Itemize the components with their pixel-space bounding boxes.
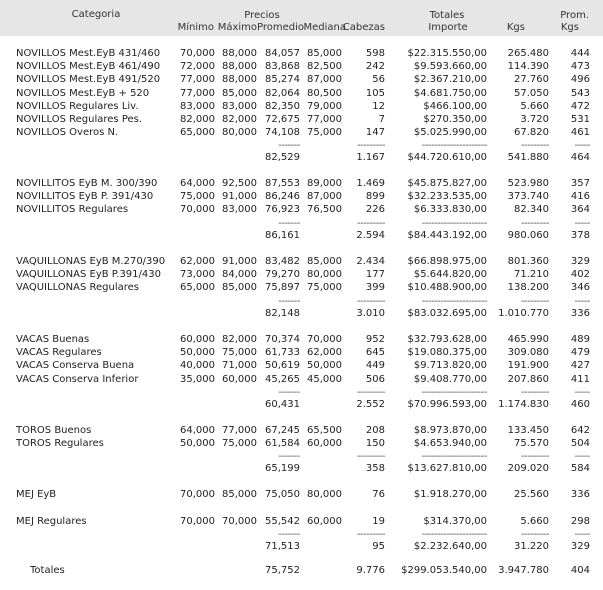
cell-pk: 346 <box>570 282 590 294</box>
cell-kgs: 138.200 <box>507 282 549 294</box>
cell-max: 83,000 <box>222 100 257 112</box>
cell-prom: 76,923 <box>265 204 300 216</box>
subtotal-pk: 336 <box>570 307 590 319</box>
cell-min: 50,000 <box>180 438 215 450</box>
cell-max: 84,000 <box>222 269 257 281</box>
cell-max: 82,000 <box>222 334 257 345</box>
cell-imp: $6.333.830,00 <box>413 204 487 216</box>
separator-dashes: --------- <box>521 529 549 541</box>
cell-med: 80,500 <box>307 87 342 99</box>
category-label: NOVILLOS Mest.EyB 431/460 <box>16 48 161 59</box>
cell-cab: 7 <box>378 114 385 125</box>
subtotal-kgs: 541.880 <box>507 152 549 164</box>
cell-imp: $66.898.975,00 <box>407 256 487 267</box>
separator-dashes: --------- <box>521 217 549 229</box>
cell-pk: 489 <box>570 334 590 345</box>
cell-min: 60,000 <box>180 334 215 345</box>
category-label: NOVILLITOS EyB M. 300/390 <box>16 178 158 189</box>
cell-max: 91,000 <box>222 256 257 267</box>
subtotal-pk: 584 <box>570 463 590 475</box>
cell-imp: $1.918.270,00 <box>413 489 487 500</box>
cell-imp: $9.713.820,00 <box>413 360 487 372</box>
cell-max: 75,000 <box>222 438 257 450</box>
category-label: MEJ EyB <box>16 489 57 500</box>
cell-max: 83,000 <box>222 204 257 216</box>
cell-imp: $32.233.535,00 <box>407 191 487 203</box>
cell-imp: $19.080.375,00 <box>407 347 487 359</box>
cell-kgs: 265.480 <box>507 48 549 59</box>
cell-min: 70,000 <box>180 489 215 500</box>
cell-imp: $45.875.827,00 <box>407 178 487 189</box>
cell-cab: 177 <box>365 269 385 281</box>
cell-imp: $466.100,00 <box>423 100 487 112</box>
cell-med: 76,500 <box>307 204 342 216</box>
cell-cab: 19 <box>372 516 385 527</box>
separator-dashes: ----- <box>574 451 590 463</box>
separator-dashes: ------- <box>278 140 300 152</box>
cell-kgs: 75.570 <box>514 438 549 450</box>
cell-min: 83,000 <box>180 100 215 112</box>
cell-med: 80,000 <box>307 489 342 500</box>
category-label: TOROS Buenos <box>16 425 92 436</box>
subtotal-prom: 82,529 <box>265 152 300 164</box>
separator-dashes: --------------------- <box>421 386 487 398</box>
subtotal-imp: $44.720.610,00 <box>407 152 487 164</box>
cell-prom: 70,374 <box>265 334 300 345</box>
cell-kgs: 67.820 <box>514 127 549 139</box>
header-minimo: Mínimo <box>177 22 214 33</box>
cell-min: 75,000 <box>180 191 215 203</box>
cell-imp: $4.681.750,00 <box>413 87 487 99</box>
separator-dashes: --------------------- <box>421 295 487 307</box>
separator-dashes: --------- <box>357 529 385 541</box>
header-prom: Prom. <box>560 10 589 21</box>
cell-min: 72,000 <box>180 61 215 73</box>
cell-imp: $9.408.770,00 <box>413 373 487 385</box>
subtotal-kgs: 31.220 <box>514 541 549 553</box>
header-prom-kgs: Kgs <box>560 22 579 33</box>
cell-min: 40,000 <box>180 360 215 372</box>
cell-cab: 899 <box>365 191 385 203</box>
cell-min: 62,000 <box>180 256 215 267</box>
cell-imp: $5.025.990,00 <box>413 127 487 139</box>
header-cabezas: Cabezas <box>342 22 385 33</box>
cell-imp: $32.793.628,00 <box>407 334 487 345</box>
cell-pk: 336 <box>570 489 590 500</box>
separator-dashes: --------- <box>357 217 385 229</box>
cell-min: 35,000 <box>180 373 215 385</box>
cell-max: 92,500 <box>222 178 257 189</box>
cell-min: 73,000 <box>180 269 215 281</box>
cell-prom: 74,108 <box>265 127 300 139</box>
category-label: NOVILLOS Regulares Liv. <box>16 100 139 112</box>
subtotal-kgs: 209.020 <box>507 463 549 475</box>
cell-kgs: 27.760 <box>514 74 549 86</box>
cell-max: 71,000 <box>222 360 257 372</box>
cell-med: 77,000 <box>307 114 342 125</box>
cell-imp: $9.593.660,00 <box>413 61 487 73</box>
subtotal-pk: 378 <box>570 229 590 241</box>
cell-prom: 86,246 <box>265 191 300 203</box>
cell-prom: 82,064 <box>265 87 300 99</box>
cell-prom: 85,274 <box>265 74 300 86</box>
cell-prom: 72,675 <box>265 114 300 125</box>
cell-min: 70,000 <box>180 204 215 216</box>
separator-dashes: ----- <box>574 295 590 307</box>
cell-prom: 50,619 <box>265 360 300 372</box>
cell-med: 79,000 <box>307 100 342 112</box>
cell-imp: $8.973.870,00 <box>413 425 487 436</box>
separator-dashes: --------- <box>521 386 549 398</box>
cell-med: 75,000 <box>307 127 342 139</box>
subtotal-imp: $83.032.695,00 <box>407 307 487 319</box>
cell-max: 88,000 <box>222 61 257 73</box>
separator-dashes: ------- <box>278 217 300 229</box>
separator-dashes: ------- <box>278 451 300 463</box>
cell-cab: 208 <box>365 425 385 436</box>
cell-cab: 105 <box>365 87 385 99</box>
cell-prom: 75,897 <box>265 282 300 294</box>
cell-cab: 12 <box>372 100 385 112</box>
cell-cab: 645 <box>365 347 385 359</box>
cell-pk: 543 <box>570 87 590 99</box>
cell-prom: 55,542 <box>265 516 300 527</box>
cell-med: 60,000 <box>307 516 342 527</box>
separator-dashes: --------- <box>521 451 549 463</box>
cell-pk: 357 <box>570 178 590 189</box>
subtotal-prom: 86,161 <box>265 229 300 241</box>
cell-pk: 504 <box>570 438 590 450</box>
cell-imp: $4.653.940,00 <box>413 438 487 450</box>
subtotal-imp: $84.443.192,00 <box>407 229 487 241</box>
cell-max: 88,000 <box>222 48 257 59</box>
cell-prom: 82,350 <box>265 100 300 112</box>
header-totales: Totales <box>429 10 465 21</box>
cell-min: 82,000 <box>180 114 215 125</box>
subtotal-kgs: 1.010.770 <box>498 307 549 319</box>
separator-dashes: ------- <box>278 386 300 398</box>
separator-dashes: --------------------- <box>421 529 487 541</box>
header-mediana: Mediana <box>303 22 346 33</box>
cell-pk: 364 <box>570 204 590 216</box>
cell-cab: 399 <box>365 282 385 294</box>
subtotal-prom: 82,148 <box>265 307 300 319</box>
cell-pk: 427 <box>570 360 590 372</box>
cell-pk: 531 <box>570 114 590 125</box>
cell-min: 77,000 <box>180 87 215 99</box>
cell-pk: 461 <box>570 127 590 139</box>
cell-prom: 87,553 <box>265 178 300 189</box>
cell-kgs: 57.050 <box>514 87 549 99</box>
cell-pk: 642 <box>570 425 590 436</box>
cell-min: 65,000 <box>180 127 215 139</box>
subtotal-cab: 1.167 <box>356 152 385 164</box>
cell-imp: $2.367.210,00 <box>413 74 487 86</box>
cell-max: 85,000 <box>222 87 257 99</box>
separator-dashes: --------- <box>357 451 385 463</box>
subtotal-kgs: 1.174.830 <box>498 398 549 410</box>
cell-prom: 61,584 <box>265 438 300 450</box>
cell-min: 77,000 <box>180 74 215 86</box>
cell-cab: 1.469 <box>356 178 385 189</box>
cell-cab: 150 <box>365 438 385 450</box>
cell-cab: 506 <box>365 373 385 385</box>
header-precios: Precios <box>244 10 280 21</box>
cell-cab: 147 <box>365 127 385 139</box>
cell-pk: 402 <box>570 269 590 281</box>
separator-dashes: --------- <box>357 295 385 307</box>
category-label: VACAS Conserva Inferior <box>16 373 139 385</box>
header-importe: Importe <box>428 22 468 33</box>
cell-med: 60,000 <box>307 438 342 450</box>
cell-min: 70,000 <box>180 516 215 527</box>
cell-pk: 496 <box>570 74 590 86</box>
cell-med: 85,000 <box>307 256 342 267</box>
cell-imp: $10.488.900,00 <box>407 282 487 294</box>
cell-med: 50,000 <box>307 360 342 372</box>
cell-cab: 449 <box>365 360 385 372</box>
cell-pk: 479 <box>570 347 590 359</box>
category-label: VAQUILLONAS EyB M.270/390 <box>16 256 166 267</box>
cell-min: 64,000 <box>180 425 215 436</box>
cell-imp: $314.370,00 <box>423 516 487 527</box>
subtotal-cab: 358 <box>365 463 385 475</box>
subtotal-imp: $2.232.640,00 <box>413 541 487 553</box>
subtotal-prom: 71,513 <box>265 541 300 553</box>
total-imp: $299.053.540,00 <box>401 565 487 576</box>
cell-cab: 56 <box>372 74 385 86</box>
subtotal-pk: 329 <box>570 541 590 553</box>
subtotal-pk: 460 <box>570 398 590 410</box>
category-label: NOVILLOS Regulares Pes. <box>16 114 143 125</box>
cell-kgs: 465.990 <box>507 334 549 345</box>
cell-kgs: 82.340 <box>514 204 549 216</box>
subtotal-cab: 2.594 <box>356 229 385 241</box>
cell-max: 60,000 <box>222 373 257 385</box>
cell-prom: 67,245 <box>265 425 300 436</box>
category-label: MEJ Regulares <box>16 516 87 527</box>
cell-min: 64,000 <box>180 178 215 189</box>
cell-kgs: 133.450 <box>507 425 549 436</box>
cell-kgs: 3.720 <box>520 114 549 125</box>
cell-cab: 76 <box>372 489 385 500</box>
header-categoria: Categoria <box>71 9 121 20</box>
category-label: NOVILLOS Mest.EyB 491/520 <box>16 74 161 86</box>
separator-dashes: --------- <box>521 140 549 152</box>
cell-max: 82,000 <box>222 114 257 125</box>
separator-dashes: ----- <box>574 217 590 229</box>
separator-dashes: ------- <box>278 295 300 307</box>
cell-prom: 83,868 <box>265 61 300 73</box>
separator-dashes: ----- <box>574 529 590 541</box>
separator-dashes: --------------------- <box>421 217 487 229</box>
cell-med: 87,000 <box>307 191 342 203</box>
cell-cab: 952 <box>365 334 385 345</box>
cell-pk: 473 <box>570 61 590 73</box>
cell-imp: $5.644.820,00 <box>413 269 487 281</box>
cell-med: 45,000 <box>307 373 342 385</box>
cell-imp: $270.350,00 <box>423 114 487 125</box>
cell-max: 85,000 <box>222 282 257 294</box>
cell-med: 75,000 <box>307 282 342 294</box>
cell-med: 65,500 <box>307 425 342 436</box>
cell-kgs: 523.980 <box>507 178 549 189</box>
category-label: NOVILLITOS Regulares <box>16 204 129 216</box>
cell-max: 75,000 <box>222 347 257 359</box>
cell-pk: 298 <box>570 516 590 527</box>
cell-kgs: 71.210 <box>514 269 549 281</box>
cell-kgs: 5.660 <box>520 100 549 112</box>
subtotal-prom: 65,199 <box>265 463 300 475</box>
cell-prom: 84,057 <box>265 48 300 59</box>
cell-max: 88,000 <box>222 74 257 86</box>
separator-dashes: ----- <box>574 386 590 398</box>
cell-med: 87,000 <box>307 74 342 86</box>
cell-kgs: 801.360 <box>507 256 549 267</box>
cell-max: 91,000 <box>222 191 257 203</box>
header-maximo: Máximo <box>217 22 257 33</box>
subtotal-cab: 3.010 <box>356 307 385 319</box>
totales-label: Totales <box>30 565 65 576</box>
separator-dashes: --------- <box>357 386 385 398</box>
header-promedio: Promedio <box>256 22 304 33</box>
subtotal-cab: 95 <box>372 541 385 553</box>
cell-min: 65,000 <box>180 282 215 294</box>
cell-pk: 472 <box>570 100 590 112</box>
category-label: VACAS Regulares <box>16 347 102 359</box>
cell-med: 70,000 <box>307 334 342 345</box>
cell-prom: 75,050 <box>265 489 300 500</box>
subtotal-cab: 2.552 <box>356 398 385 410</box>
subtotal-imp: $13.627.810,00 <box>407 463 487 475</box>
cell-pk: 444 <box>570 48 590 59</box>
category-label: NOVILLOS Overos N. <box>16 127 119 139</box>
cell-kgs: 373.740 <box>507 191 549 203</box>
subtotal-kgs: 980.060 <box>507 229 549 241</box>
cell-pk: 416 <box>570 191 590 203</box>
header-kgs: Kgs <box>506 22 525 33</box>
cell-max: 70,000 <box>222 516 257 527</box>
cell-med: 80,000 <box>307 269 342 281</box>
separator-dashes: ------- <box>278 529 300 541</box>
subtotal-prom: 60,431 <box>265 398 300 410</box>
cell-kgs: 5.660 <box>520 516 549 527</box>
cell-kgs: 25.560 <box>514 489 549 500</box>
total-pk: 404 <box>570 565 590 576</box>
category-label: NOVILLOS Mest.EyB + 520 <box>16 87 150 99</box>
subtotal-pk: 464 <box>570 152 590 164</box>
cell-min: 70,000 <box>180 48 215 59</box>
cell-med: 85,000 <box>307 48 342 59</box>
category-label: VAQUILLONAS Regulares <box>16 282 140 294</box>
cell-pk: 411 <box>570 373 590 385</box>
category-label: VAQUILLONAS EyB P.391/430 <box>16 269 161 281</box>
cell-kgs: 207.860 <box>507 373 549 385</box>
cell-prom: 45,265 <box>265 373 300 385</box>
cell-pk: 329 <box>570 256 590 267</box>
category-label: TOROS Regulares <box>16 438 104 450</box>
cell-med: 82,500 <box>307 61 342 73</box>
separator-dashes: --------------------- <box>421 451 487 463</box>
cell-prom: 83,482 <box>265 256 300 267</box>
separator-dashes: --------- <box>521 295 549 307</box>
cell-med: 62,000 <box>307 347 342 359</box>
separator-dashes: --------- <box>357 140 385 152</box>
cell-max: 80,000 <box>222 127 257 139</box>
category-label: NOVILLOS Mest.EyB 461/490 <box>16 61 161 73</box>
cell-med: 89,000 <box>307 178 342 189</box>
total-cab: 9.776 <box>356 565 385 576</box>
cell-imp: $22.315.550,00 <box>407 48 487 59</box>
cell-kgs: 191.900 <box>507 360 549 372</box>
cell-max: 77,000 <box>222 425 257 436</box>
category-label: NOVILLITOS EyB P. 391/430 <box>16 191 154 203</box>
separator-dashes: --------------------- <box>421 140 487 152</box>
total-kgs: 3.947.780 <box>498 565 549 576</box>
cell-cab: 242 <box>365 61 385 73</box>
cell-min: 50,000 <box>180 347 215 359</box>
cell-cab: 598 <box>365 48 385 59</box>
cell-kgs: 309.080 <box>507 347 549 359</box>
subtotal-imp: $70.996.593,00 <box>407 398 487 410</box>
cell-kgs: 114.390 <box>507 61 549 73</box>
category-label: VACAS Conserva Buena <box>16 360 135 372</box>
category-label: VACAS Buenas <box>16 334 90 345</box>
cell-prom: 79,270 <box>265 269 300 281</box>
separator-dashes: ----- <box>574 140 590 152</box>
cell-max: 85,000 <box>222 489 257 500</box>
cell-cab: 226 <box>365 204 385 216</box>
cell-prom: 61,733 <box>265 347 300 359</box>
total-prom: 75,752 <box>265 565 300 576</box>
cell-cab: 2.434 <box>356 256 385 267</box>
